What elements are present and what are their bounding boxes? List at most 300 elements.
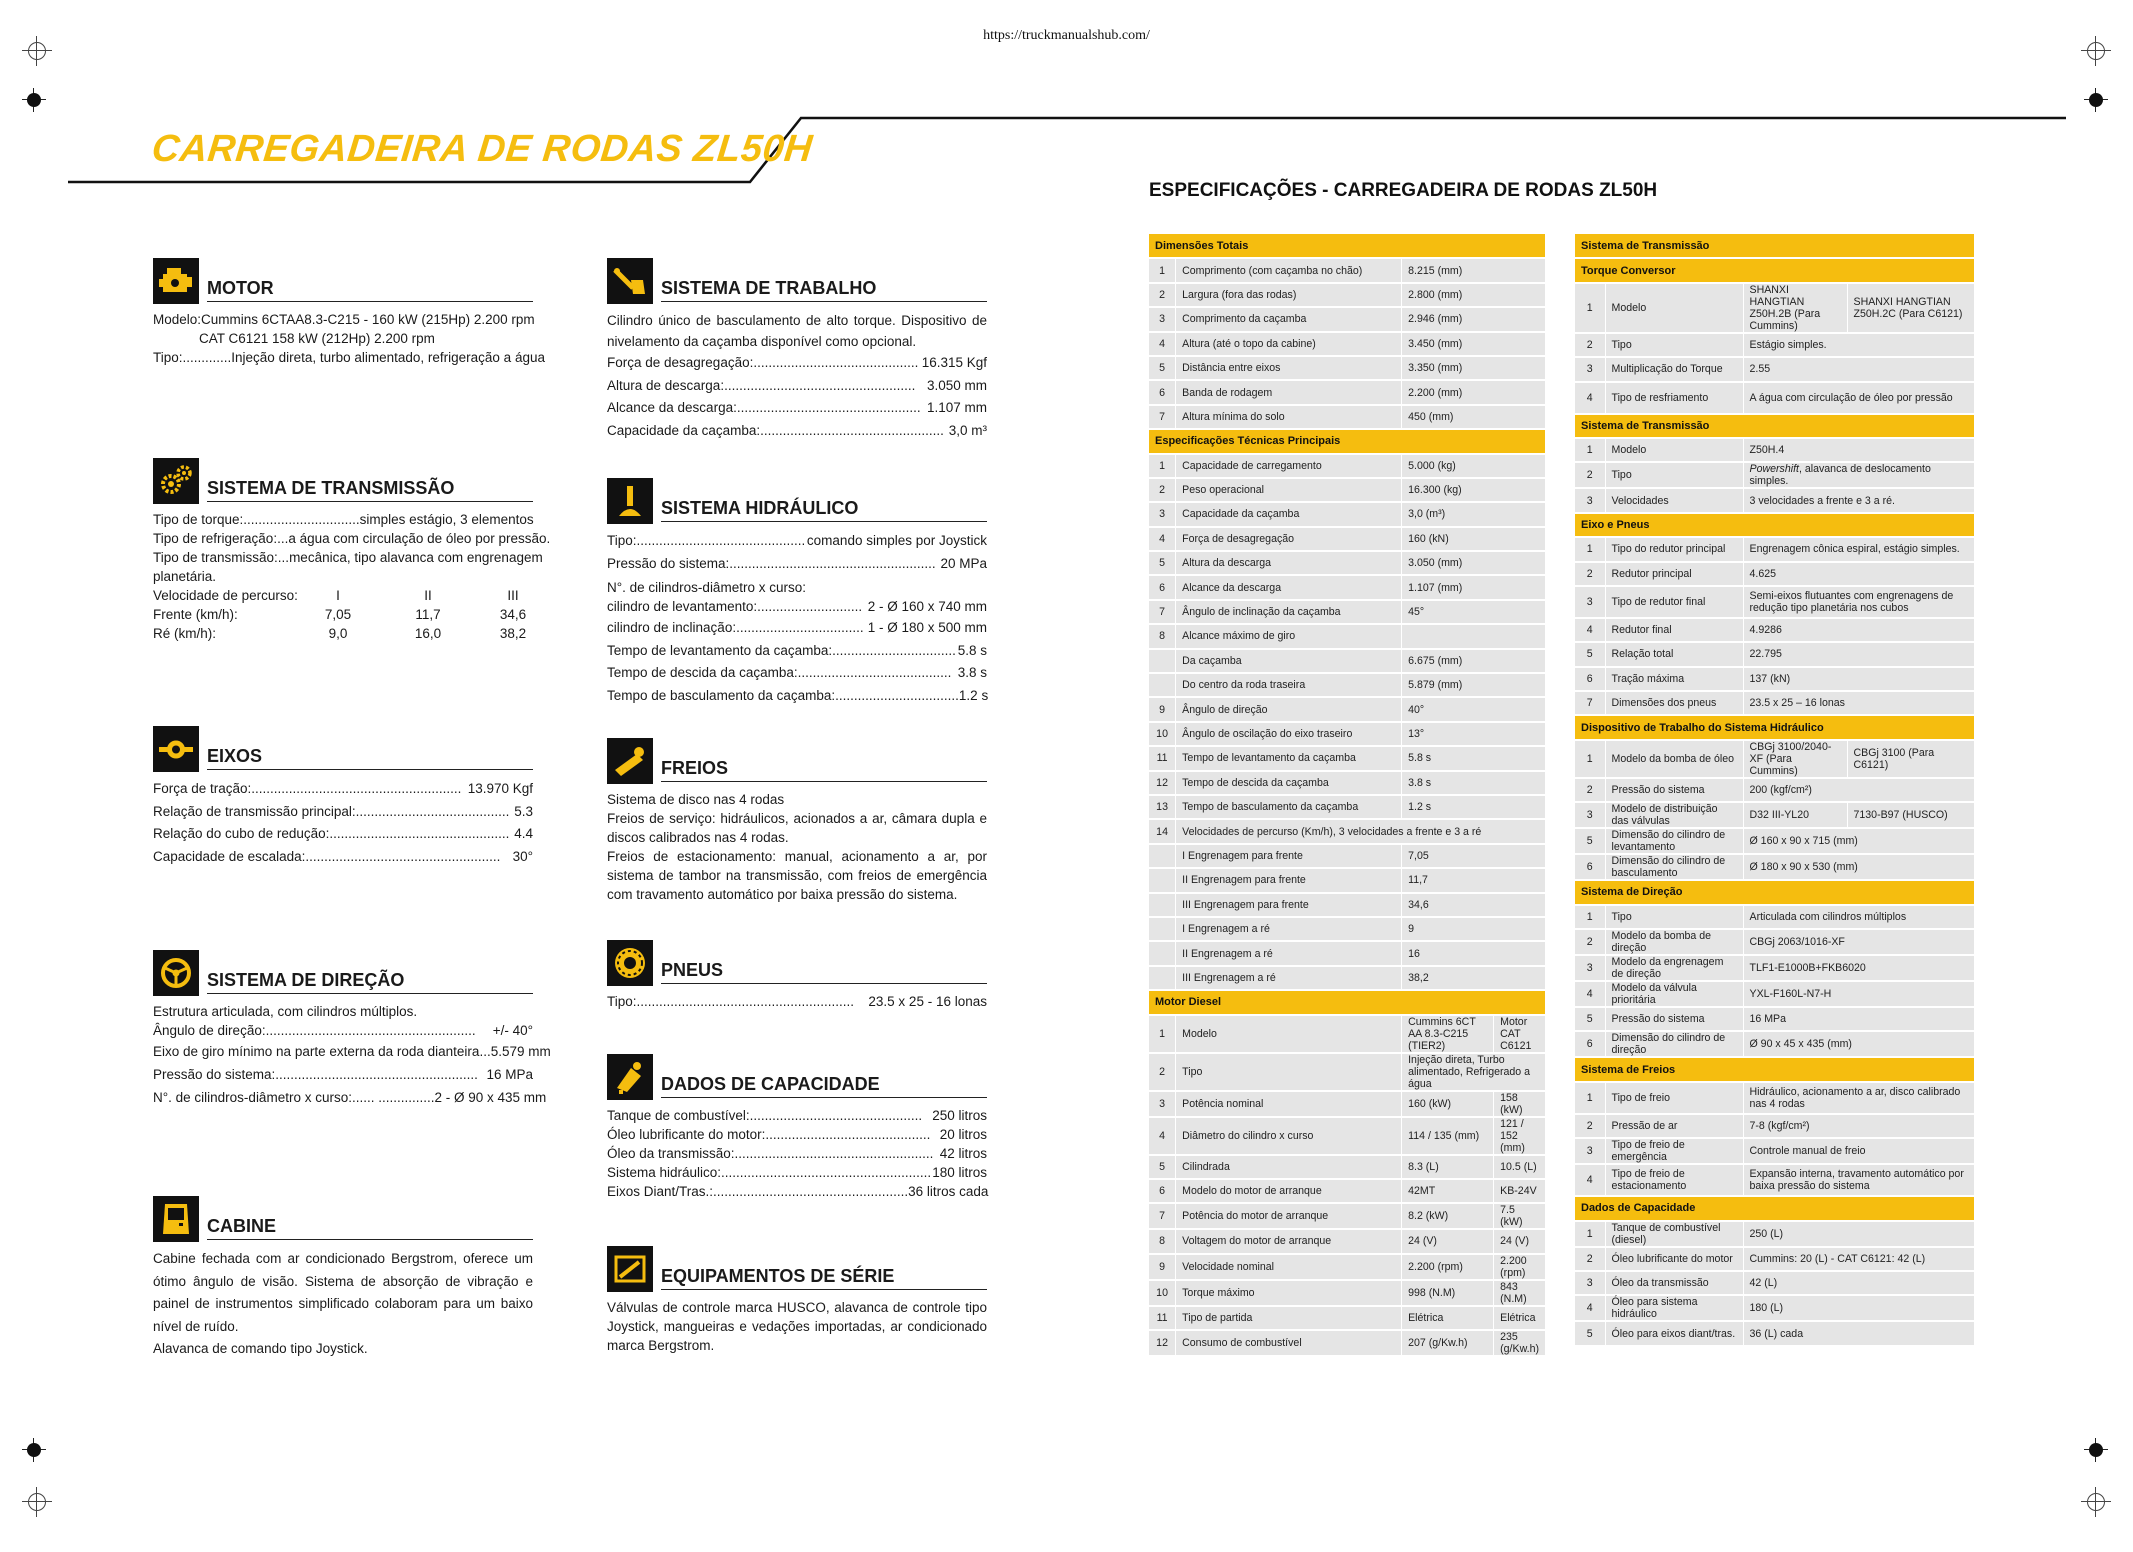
spec-row: Pressão do sistema:....................................................... 20 MPa (607, 555, 987, 571)
row-label: Modelo da válvula prioritária (1605, 981, 1743, 1007)
table-header-row (1575, 1057, 1975, 1081)
row-label: Capacidade da caçamba (1176, 502, 1402, 526)
row-label: Redutor final (1605, 618, 1743, 642)
table-row (1149, 624, 1546, 648)
row-value: 160 (kW) (1402, 1091, 1494, 1117)
row-value: 36 (L) cada (1743, 1321, 1975, 1345)
section-title: SISTEMA DE DIREÇÃO (207, 970, 533, 994)
row-value: 450 (mm) (1402, 405, 1546, 429)
row-label: Do centro da roda traseira (1176, 673, 1402, 697)
row-number: 10 (1149, 722, 1176, 746)
row-number: 3 (1149, 1091, 1176, 1117)
row-label: Comprimento (com caçamba no chão) (1176, 258, 1402, 282)
row-label: Potência do motor de arranque (1176, 1203, 1402, 1229)
row-label: Óleo para eixos diant/tras. (1605, 1321, 1743, 1345)
row-number: 4 (1575, 382, 1605, 414)
table-row (1575, 283, 1975, 333)
row-label: Alcance da descarga (1176, 575, 1402, 599)
row-label: Tipo de redutor final (1605, 586, 1743, 618)
table-row (1575, 1114, 1975, 1138)
row-label: Modelo (1605, 438, 1743, 462)
table-row (1575, 740, 1975, 778)
row-value-alt: KB-24V (1494, 1179, 1546, 1203)
table-row (1575, 828, 1975, 854)
table-row (1575, 438, 1975, 462)
table-row (1575, 929, 1975, 955)
row-number: 1 (1575, 905, 1605, 929)
table-row (1575, 333, 1975, 357)
row-number: 6 (1575, 854, 1605, 880)
row-label: I Engrenagem para frente (1176, 844, 1402, 868)
table-row (1149, 1053, 1546, 1091)
table-row (1575, 618, 1975, 642)
row-label: Tipo do redutor principal (1605, 537, 1743, 561)
row-number: 11 (1149, 746, 1176, 770)
table-row (1149, 1155, 1546, 1179)
cabine-text-2: Alavanca de comando tipo Joystick. (153, 1341, 368, 1356)
section-freios (607, 738, 987, 904)
row-label: Alcance máximo de giro (1176, 624, 1402, 648)
row-label: Óleo da transmissão (1605, 1271, 1743, 1295)
row-number: 8 (1149, 624, 1176, 648)
row-number: 3 (1575, 586, 1605, 618)
table-row (1575, 955, 1975, 981)
row-number: 5 (1575, 1007, 1605, 1031)
row-label: Modelo do motor de arranque (1176, 1179, 1402, 1203)
spec-row: Altura de descarga:................................................... 3.050 mm (607, 377, 987, 393)
row-value (1402, 624, 1546, 648)
row-number: 2 (1575, 1247, 1605, 1271)
row-label: Modelo (1176, 1015, 1402, 1053)
source-url[interactable]: https://truckmanualshub.com/ (983, 28, 1150, 43)
speed-table: Velocidade de percurso: I II III Frente (km/h): 7,05 11,7 34,6 Ré (km/h): 9,0 16,0 38,2 (153, 588, 527, 641)
spec-row: Tempo de levantamento da caçamba:................................. 5.8 s (607, 642, 987, 658)
row-value-alt: CBGj 3100 (Para C6121) (1847, 740, 1975, 778)
row-value: Z50H.4 (1743, 438, 1975, 462)
section-transmissao (153, 458, 551, 643)
row-number: 3 (1575, 488, 1605, 512)
row-label: Peso operacional (1176, 478, 1402, 502)
spec-row: Tanque de combustível:.............................................. 250 litros (607, 1108, 987, 1123)
row-label: Da caçamba (1176, 649, 1402, 673)
row-value: 4.625 (1743, 562, 1975, 586)
spec-row: Capacidade de escalada:.................................................... 30° (153, 848, 533, 864)
row-number: 7 (1149, 1203, 1176, 1229)
row-number: 5 (1149, 356, 1176, 380)
row-label: Dimensão do cilindro de basculamento (1605, 854, 1743, 880)
row-value: 8.3 (L) (1402, 1155, 1494, 1179)
row-value: 207 (g/Kw.h) (1402, 1330, 1494, 1356)
row-label: Capacidade de carregamento (1176, 454, 1402, 478)
row-number: 7 (1149, 405, 1176, 429)
row-value: 2.200 (rpm) (1402, 1254, 1494, 1280)
row-label: Altura (até o topo da cabine) (1176, 332, 1402, 356)
row-value: 16 MPa (1743, 1007, 1975, 1031)
row-value: Estágio simples. (1743, 333, 1975, 357)
spec-row: Pressão do sistema:...................................................... 16 MPa (153, 1067, 533, 1082)
section-title: SISTEMA DE TRABALHO (661, 278, 987, 302)
row-label: Modelo de distribuição das válvulas (1605, 802, 1743, 828)
table-section-title: Sistema de Freios (1575, 1057, 1975, 1081)
row-number: 1 (1575, 438, 1605, 462)
row-number (1149, 966, 1176, 990)
row-value: 7-8 (kgf/cm²) (1743, 1114, 1975, 1138)
row-label: Tipo de partida (1176, 1306, 1402, 1330)
row-number: 4 (1575, 1295, 1605, 1321)
table-section-title: Dados de Capacidade (1575, 1196, 1975, 1220)
row-value: Engrenagem cônica espiral, estágio simples. (1743, 537, 1975, 561)
spec-table-2 (1575, 234, 1975, 1347)
table-row (1149, 868, 1546, 892)
spec-row: Força de tração:........................................................ 13.970 Kgf (153, 781, 533, 796)
section-eixos (153, 726, 533, 868)
spec-table-1 (1149, 234, 1546, 1357)
row-label: Pressão do sistema (1605, 778, 1743, 802)
row-label: Tração máxima (1605, 667, 1743, 691)
hydraulic-lever-icon (607, 478, 653, 524)
table-row (1575, 1271, 1975, 1295)
registration-dot-icon (26, 1442, 42, 1458)
row-number: 14 (1149, 819, 1176, 843)
row-value: 7,05 (1402, 844, 1546, 868)
table-section-title: Eixo e Pneus (1575, 513, 1975, 537)
table-row (1575, 981, 1975, 1007)
table-section-title: Sistema de Direção (1575, 880, 1975, 904)
spec-row: Tipo de transmissão:... mecânica, tipo alavanca com engrenagem (153, 550, 543, 565)
row-number: 1 (1575, 537, 1605, 561)
table-row (1149, 502, 1546, 526)
row-number: 11 (1149, 1306, 1176, 1330)
row-label: Distância entre eixos (1176, 356, 1402, 380)
row-number: 4 (1149, 527, 1176, 551)
row-number: 4 (1575, 618, 1605, 642)
row-label: Altura mínima do solo (1176, 405, 1402, 429)
row-number (1149, 893, 1176, 917)
row-number: 5 (1149, 551, 1176, 575)
table-row (1149, 771, 1546, 795)
table-row (1149, 941, 1546, 965)
registration-mark-icon (22, 1487, 52, 1517)
table-row (1149, 600, 1546, 624)
row-label: Banda de rodagem (1176, 380, 1402, 404)
row-label: II Engrenagem a ré (1176, 941, 1402, 965)
table-row (1149, 649, 1546, 673)
table-row (1149, 746, 1546, 770)
row-number: 7 (1575, 691, 1605, 715)
freios-text-1: Sistema de disco nas 4 rodas (607, 792, 785, 807)
table-row (1575, 691, 1975, 715)
table-row (1575, 642, 1975, 666)
table-header-row (1575, 414, 1975, 438)
engine-icon (153, 258, 199, 304)
row-value: 42 (L) (1743, 1271, 1975, 1295)
row-label: Velocidades (1605, 488, 1743, 512)
table-row (1575, 905, 1975, 929)
table-row (1575, 778, 1975, 802)
row-label: Óleo lubrificante do motor (1605, 1247, 1743, 1271)
loader-arm-icon (607, 258, 653, 304)
section-title: MOTOR (207, 278, 533, 302)
table-row (1149, 283, 1546, 307)
table-row (1149, 1280, 1546, 1306)
row-number: 2 (1575, 562, 1605, 586)
spec-row: Eixos Diant/Tras.:.................................................... 36 litros cada (607, 1184, 989, 1199)
table-row (1149, 551, 1546, 575)
page-title: CARREGADEIRA DE RODAS ZL50H (149, 128, 815, 170)
row-value: Cummins: 20 (L) - CAT C6121: 42 (L) (1743, 1247, 1975, 1271)
row-number: 1 (1575, 740, 1605, 778)
spec-row: Sistema hidráulico:........................................................ 180 litros (607, 1165, 987, 1180)
spec-row: cilindro de inclinação:.................................. 1 - Ø 180 x 500 mm (607, 620, 987, 635)
row-number: 5 (1149, 1155, 1176, 1179)
table-row (1575, 1082, 1975, 1114)
row-value: YXL-F160L-N7-H (1743, 981, 1975, 1007)
spec-cont: planetária. (153, 569, 217, 584)
spec-heading: ESPECIFICAÇÕES - CARREGADEIRA DE RODAS ZL50H (1149, 180, 1658, 201)
row-label: Ângulo de direção (1176, 697, 1402, 721)
row-label: Tipo (1605, 905, 1743, 929)
row-label: Velocidades de percurso (Km/h), 3 velocidades a frente e 3 a ré (1176, 819, 1546, 843)
row-value: 5.879 (mm) (1402, 673, 1546, 697)
row-number: 3 (1575, 1138, 1605, 1164)
table-header-row (1149, 990, 1546, 1014)
motor-model-cat: CAT C6121 158 kW (212Hp) 2.200 rpm (199, 331, 435, 346)
row-label: Torque máximo (1176, 1280, 1402, 1306)
row-label: Modelo da engrenagem de direção (1605, 955, 1743, 981)
table-row (1575, 562, 1975, 586)
row-label: Modelo (1605, 283, 1743, 333)
row-label: Modelo da bomba de óleo (1605, 740, 1743, 778)
cabine-text: Cabine fechada com ar condicionado Bergstrom, oferece um ótimo ângulo de visão. Sistema de absorção de vibração e painel de instrumentos simplificado colaboram para um baixo nível de ruído. (153, 1251, 533, 1334)
row-value: Elétrica (1402, 1306, 1494, 1330)
spec-row: Ângulo de direção:........................................................ +/- 40° (153, 1023, 533, 1038)
row-label: Diâmetro do cilindro x curso (1176, 1117, 1402, 1155)
table-row (1149, 844, 1546, 868)
brake-pedal-icon (607, 738, 653, 784)
row-value: 22.795 (1743, 642, 1975, 666)
spec-row: Força de desagregação:............................................ 16.315 Kgf (607, 355, 987, 370)
row-value: SHANXI HANGTIAN Z50H.2B (Para Cummins) (1743, 283, 1847, 333)
row-value: 40° (1402, 697, 1546, 721)
table-row (1575, 1138, 1975, 1164)
row-number (1149, 844, 1176, 868)
row-number: 2 (1575, 1114, 1605, 1138)
section-motor (153, 258, 545, 367)
row-value: Controle manual de freio (1743, 1138, 1975, 1164)
row-label: Velocidade nominal (1176, 1254, 1402, 1280)
table-row (1149, 819, 1546, 843)
row-label: Tipo (1605, 333, 1743, 357)
table-row (1149, 795, 1546, 819)
table-header-row (1575, 258, 1975, 282)
row-value: 2.200 (mm) (1402, 380, 1546, 404)
table-row (1149, 1091, 1546, 1117)
table-row (1149, 1203, 1546, 1229)
row-label: Relação total (1605, 642, 1743, 666)
table-row (1575, 1031, 1975, 1057)
row-number: 1 (1149, 454, 1176, 478)
table-row (1575, 462, 1975, 488)
row-value: 8.215 (mm) (1402, 258, 1546, 282)
row-label: Tanque de combustível (diesel) (1605, 1221, 1743, 1247)
row-value: 114 / 135 (mm) (1402, 1117, 1494, 1155)
row-number: 10 (1149, 1280, 1176, 1306)
table-row (1149, 673, 1546, 697)
row-number: 2 (1575, 462, 1605, 488)
row-label: Multiplicação do Torque (1605, 357, 1743, 381)
table-row (1575, 1221, 1975, 1247)
row-label: III Engrenagem para frente (1176, 893, 1402, 917)
table-row (1149, 405, 1546, 429)
table-header-row (1149, 429, 1546, 453)
table-section-title: Dispositivo de Trabalho do Sistema Hidráulico (1575, 715, 1975, 739)
section-hidraulico (607, 478, 987, 707)
row-number: 1 (1149, 258, 1176, 282)
row-value: 1.107 (mm) (1402, 575, 1546, 599)
table-section-title: Dimensões Totais (1149, 234, 1546, 258)
row-value-alt: 7130-B97 (HUSCO) (1847, 802, 1975, 828)
row-value: Expansão interna, travamento automático por baixa pressão do sistema (1743, 1164, 1975, 1196)
row-label: Força de desagregação (1176, 527, 1402, 551)
row-value: 3.450 (mm) (1402, 332, 1546, 356)
registration-mark-icon (2081, 1487, 2111, 1517)
row-value: 180 (L) (1743, 1295, 1975, 1321)
section-title: EQUIPAMENTOS DE SÉRIE (661, 1266, 987, 1290)
row-label: Comprimento da caçamba (1176, 307, 1402, 331)
row-value: Ø 160 x 90 x 715 (mm) (1743, 828, 1975, 854)
row-value: Cummins 6CT AA 8.3-C215 (TIER2) (1402, 1015, 1494, 1053)
row-number (1149, 649, 1176, 673)
row-value: TLF1-E1000B+FKB6020 (1743, 955, 1975, 981)
spec-row: Relação de transmissão principal:......................................... 5.3 (153, 803, 533, 819)
row-value: 5.8 s (1402, 746, 1546, 770)
fuel-pump-icon (607, 1054, 653, 1100)
row-value-alt: 24 (V) (1494, 1229, 1546, 1253)
row-number: 4 (1575, 1164, 1605, 1196)
section-title: PNEUS (661, 960, 987, 984)
row-label: Largura (fora das rodas) (1176, 283, 1402, 307)
row-number: 7 (1149, 600, 1176, 624)
row-label: Potência nominal (1176, 1091, 1402, 1117)
table-row (1149, 917, 1546, 941)
registration-dot-icon (2088, 1442, 2104, 1458)
row-number: 1 (1575, 1221, 1605, 1247)
row-value: 42MT (1402, 1179, 1494, 1203)
table-header-row (1575, 715, 1975, 739)
table-row (1575, 382, 1975, 414)
table-row (1149, 380, 1546, 404)
row-label: Tipo de freio de estacionamento (1605, 1164, 1743, 1196)
row-value: Ø 90 x 45 x 435 (mm) (1743, 1031, 1975, 1057)
axle-icon (153, 726, 199, 772)
row-number (1149, 917, 1176, 941)
table-row (1149, 1306, 1546, 1330)
table-row (1575, 1164, 1975, 1196)
section-pneus (607, 940, 987, 1011)
row-value: Powershift, alavanca de deslocamento simples. (1743, 462, 1975, 488)
gears-icon (153, 458, 199, 504)
row-number: 1 (1575, 1082, 1605, 1114)
section-title: SISTEMA HIDRÁULICO (661, 498, 987, 522)
row-value: 250 (L) (1743, 1221, 1975, 1247)
row-value: 2.946 (mm) (1402, 307, 1546, 331)
table-row (1149, 454, 1546, 478)
spec-text: Estrutura articulada, com cilindros múltiplos. (153, 1004, 418, 1019)
table-section-title: Especificações Técnicas Principais (1149, 429, 1546, 453)
row-number: 5 (1575, 828, 1605, 854)
row-number: 3 (1575, 802, 1605, 828)
row-value: 13° (1402, 722, 1546, 746)
table-row (1575, 854, 1975, 880)
freios-text-3: Freios de estacionamento: manual, acionamento a ar, por sistema de tambor na transmissão, com freios de emergência com travamento automático por baixa pressão do sistema. (607, 849, 987, 902)
table-row (1149, 1015, 1546, 1053)
spec-row: Relação do cubo de redução:................................................ 4.4 (153, 826, 533, 841)
row-label: Tipo de resfriamento (1605, 382, 1743, 414)
row-value: 3.350 (mm) (1402, 356, 1546, 380)
section-trabalho (607, 258, 987, 442)
equipamentos-text: Válvulas de controle marca HUSCO, alavanca de controle tipo Joystick, mangueiras e vedações importadas, ar condicionado marca Bergstrom. (607, 1300, 987, 1353)
row-label: Modelo da bomba de direção (1605, 929, 1743, 955)
table-header-row (1149, 234, 1546, 258)
row-number: 6 (1149, 575, 1176, 599)
spec-row: Tipo:.......................................................... 23.5 x 25 - 16 lonas (607, 994, 987, 1009)
table-row (1149, 722, 1546, 746)
table-row (1575, 1247, 1975, 1271)
row-value: 3 velocidades a frente e 3 a ré. (1743, 488, 1975, 512)
row-number: 8 (1149, 1229, 1176, 1253)
row-number: 4 (1149, 1117, 1176, 1155)
table-row (1149, 478, 1546, 502)
row-label: Ângulo de oscilação do eixo traseiro (1176, 722, 1402, 746)
spec-row: Capacidade da caçamba:................................................. 3,0 m³ (607, 422, 987, 438)
row-value-alt: Motor CAT C6121 (1494, 1015, 1546, 1053)
table-row (1149, 1179, 1546, 1203)
table-row (1575, 1295, 1975, 1321)
table-row (1575, 357, 1975, 381)
table-row (1575, 667, 1975, 691)
cab-icon (153, 1196, 199, 1242)
table-row (1149, 893, 1546, 917)
table-row (1149, 258, 1546, 282)
row-label: I Engrenagem a ré (1176, 917, 1402, 941)
row-value: 16.300 (kg) (1402, 478, 1546, 502)
table-section-title: Sistema de Transmissão (1575, 234, 1975, 258)
row-value: CBGj 3100/2040-XF (Para Cummins) (1743, 740, 1847, 778)
row-value: 6.675 (mm) (1402, 649, 1546, 673)
table-row (1149, 307, 1546, 331)
section-cabine (153, 1196, 533, 1361)
row-label: Óleo para sistema hidráulico (1605, 1295, 1743, 1321)
row-value: 3,0 (m³) (1402, 502, 1546, 526)
row-label: Ângulo de inclinação da caçamba (1176, 600, 1402, 624)
row-number: 4 (1575, 981, 1605, 1007)
row-number: 6 (1575, 667, 1605, 691)
table-row (1149, 1330, 1546, 1356)
row-number: 2 (1149, 1053, 1176, 1091)
row-number: 4 (1149, 332, 1176, 356)
row-number: 1 (1149, 1015, 1176, 1053)
row-number: 6 (1575, 1031, 1605, 1057)
section-title: SISTEMA DE TRANSMISSÃO (207, 478, 533, 502)
table-row (1149, 1229, 1546, 1253)
row-number (1149, 941, 1176, 965)
row-value: 45° (1402, 600, 1546, 624)
row-value: 4.9286 (1743, 618, 1975, 642)
table-row (1149, 697, 1546, 721)
row-label: Tipo de freio de emergência (1605, 1138, 1743, 1164)
row-number: 5 (1575, 642, 1605, 666)
section-title: CABINE (207, 1216, 533, 1240)
